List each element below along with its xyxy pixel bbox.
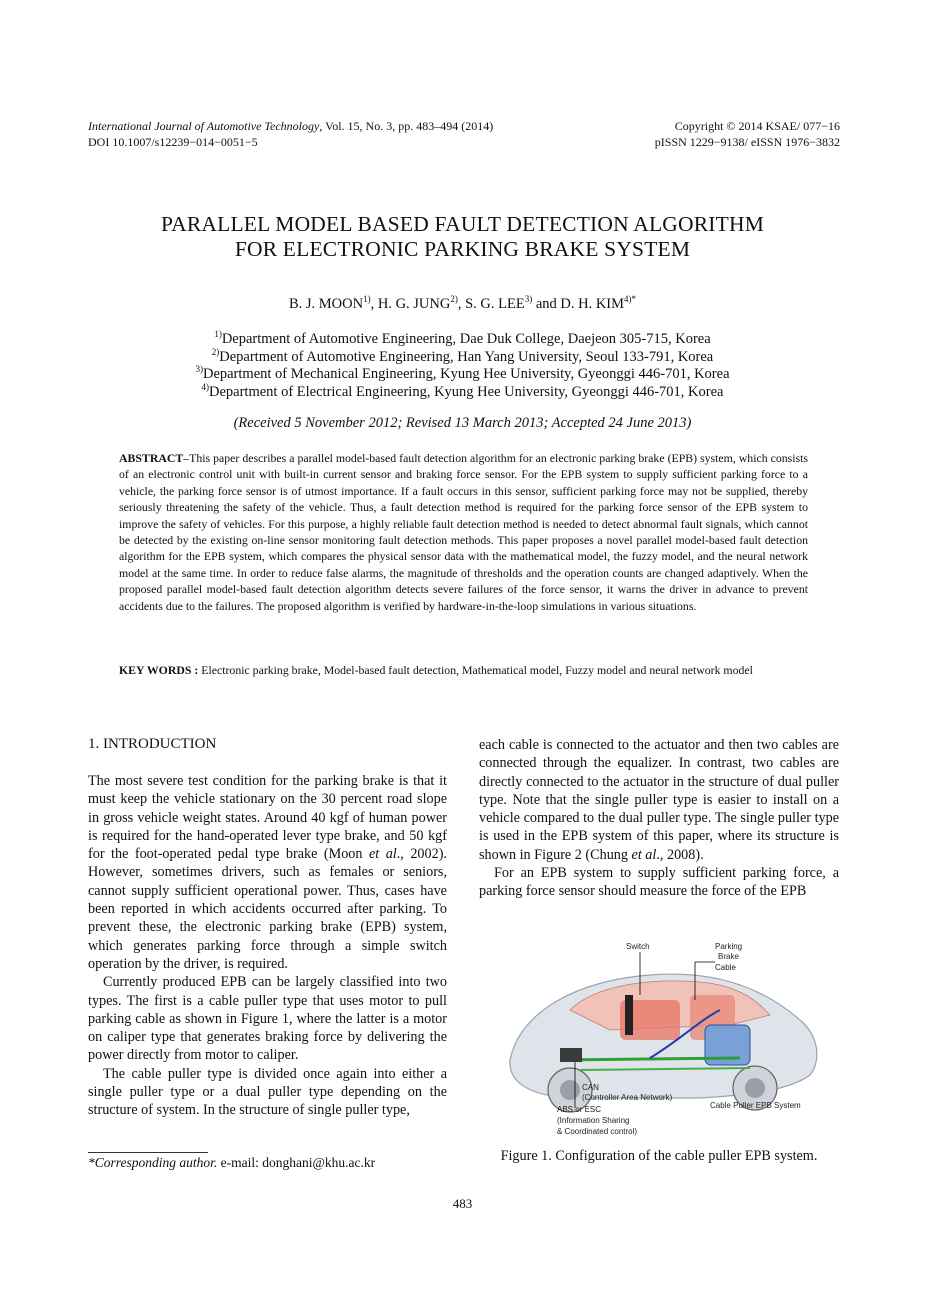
- paragraph: [88, 772, 447, 973]
- label-info: (Information Sharing: [557, 1116, 630, 1125]
- author-name: S. G. LEE: [465, 296, 525, 312]
- paragraph: The cable puller type is divided once again into either a single puller type or a dual puller type depending on the structure of system. In the structure of single puller type,: [88, 1065, 447, 1119]
- citation-etal: et al: [631, 846, 657, 863]
- received-dates: (Received 5 November 2012; Revised 13 March 2013; Accepted 24 June 2013): [233, 415, 692, 431]
- abstract-label: ABSTRACT: [119, 451, 184, 465]
- paragraph-text: ., 2008).: [656, 846, 704, 863]
- volume-info: , Vol. 15, No. 3, pp. 483–494 (2014): [319, 119, 494, 133]
- affiliation: [0, 366, 925, 384]
- copyright-header: [655, 118, 840, 150]
- affiliation-mark: 4): [201, 381, 210, 392]
- keywords-label: KEY WORDS :: [119, 663, 199, 677]
- author-list: [0, 296, 925, 313]
- label-cable: Cable: [715, 963, 736, 972]
- affiliation: [0, 331, 925, 349]
- author-separator: and: [532, 296, 561, 312]
- paragraph: For an EPB system to supply sufficient parking force, a parking force sensor should measure the force of the EPB: [479, 865, 839, 900]
- author-mark: 2): [450, 294, 458, 305]
- paragraph-text: The most severe test condition for the parking brake is that it must keep the vehicle stationary on the 30 percent road slope in gross vehicle weight states. Around 40 kgf of human power is required for the hand-operated lever type brake, and 50 kgf for the foot-operated pedal type brake (Moon: [88, 773, 447, 863]
- author-name: B. J. MOON: [288, 296, 364, 312]
- abstract: [119, 450, 808, 614]
- label-can: CAN: [582, 1083, 599, 1092]
- doi: DOI 10.1007/s12239−014−0051−5: [88, 135, 258, 149]
- left-column: [88, 772, 447, 1120]
- paragraph: [479, 736, 839, 864]
- label-switch: Switch: [626, 942, 650, 951]
- author-mark: 1): [363, 294, 371, 305]
- affiliation-text: Department of Mechanical Engineering, Kyung Hee University, Gyeonggi 446-701, Korea: [202, 366, 730, 382]
- car-illustration: [510, 974, 817, 1112]
- journal-name: International Journal of Automotive Technology: [88, 119, 320, 133]
- paper-title: [0, 212, 925, 262]
- affiliations: [0, 331, 925, 401]
- footnote-rule: [88, 1152, 208, 1153]
- label-system: Cable Puller EPB System: [710, 1101, 801, 1110]
- author-separator: ,: [457, 296, 466, 312]
- footnote-text: e-mail: donghani@khu.ac.kr: [217, 1155, 376, 1170]
- page-number: 483: [452, 1196, 473, 1211]
- affiliation-mark: 1): [214, 329, 222, 340]
- keywords: [119, 662, 808, 678]
- author-name: H. G. JUNG: [377, 296, 451, 312]
- section-heading: 1. INTRODUCTION: [88, 736, 217, 752]
- author-separator: ,: [370, 296, 378, 312]
- title-line-2: FOR ELECTRONIC PARKING BRAKE SYSTEM: [234, 237, 691, 261]
- keywords-text: Electronic parking brake, Model-based fault detection, Mathematical model, Fuzzy model and neural network model: [198, 663, 753, 677]
- author-name: D. H. KIM: [560, 296, 625, 312]
- citation-etal: et al: [368, 846, 397, 863]
- label-coord: & Coordinated control): [557, 1127, 638, 1136]
- paragraph: Currently produced EPB can be largely classified into two types. The first is a cable puller type that uses motor to pull parking cable as shown in Figure 1, where the latter is a motor on caliper type that generates braking force by delivering the power directly from motor to caliper.: [88, 974, 447, 1064]
- copyright: Copyright © 2014 KSAE/ 077−16: [674, 119, 840, 133]
- affiliation: [0, 381, 925, 402]
- journal-header: [88, 118, 493, 150]
- title-line-1: PARALLEL MODEL BASED FAULT DETECTION ALGORITHM: [160, 212, 765, 236]
- affiliation-mark: 2): [211, 346, 220, 357]
- paragraph-text: each cable is connected to the actuator and then two cables are connected through the equalizer. In contrast, two cables are directly connected to the actuator in the structure of dual puller type. Note that the single puller type is easier to install on a vehicle compared to the dual puller type. The single puller type is used in the EPB system of this paper, where its structure is shown in Figure 2 (Chung: [479, 737, 839, 863]
- affiliation-text: Department of Automotive Engineering, Dae Duk College, Daejeon 305-715, Korea: [221, 331, 711, 347]
- affiliation-mark: 3): [195, 364, 203, 375]
- paragraph-text: ., 2002). However, sometimes drivers, such as females or seniors, cannot supply sufficient operational power. Thus, cases have been reported in which accidents occurred after parking. To prevent these, the electronic parking brake (EPB) system, which generates parking force through a simple switch operation by the driver, is required.: [88, 846, 447, 972]
- affiliation-text: Department of Automotive Engineering, Han Yang University, Seoul 133-791, Korea: [219, 348, 714, 365]
- affiliation: [0, 346, 925, 367]
- author-mark: 3): [524, 294, 533, 305]
- figure-caption: Figure 1. Configuration of the cable puller EPB system.: [500, 1148, 818, 1164]
- issn: pISSN 1229−9138/ eISSN 1976−3832: [654, 135, 840, 149]
- author-mark: 4)*: [624, 294, 637, 305]
- footnote-label: *Corresponding author.: [88, 1155, 218, 1170]
- right-column: [479, 736, 839, 901]
- label-parking: Parking: [715, 942, 743, 951]
- label-abs: ABS or ESC: [557, 1105, 602, 1114]
- affiliation-text: Department of Electrical Engineering, Kyung Hee University, Gyeonggi 446-701, Korea: [209, 383, 724, 400]
- label-brake: Brake: [718, 952, 739, 961]
- label-can-full: (Controller Area Network): [582, 1093, 673, 1102]
- figure-epb-configuration: [500, 940, 830, 1140]
- abstract-text: –This paper describes a parallel model-based fault detection algorithm for an electronic parking brake (EPB) system, which consists of an electronic control unit with built-in current sensor and braking force sensor. For the EPB system to supply sufficient parking force to a vehicle, the parking force sensor is of utmost importance. If a fault occurs in this sensor, sufficient parking force may not be supplied, thereby seriously threatening the safety of the vehicle. Thus, a fault detection method is required for the parking force sensor of the EPB system to improve the safety of vehicles. For this purpose, a highly reliable fault detection method is needed to detect abnormal fault signals, which cannot be detected by the existing on-line sensor monitoring fault detection methods. This paper proposes a novel parallel model-based fault detection algorithm for the EPB system, which compares the physical sensor data with the mathematical model, the fuzzy model, and the neural network model at the same time. In order to reduce false alarms, the magnitude of thresholds and the operation counts are changed adaptively. When the proposed parallel model-based fault detection algorithm detects severe failures of the force sensor, it warns the driver in advance to prevent accidents due to the failures. The proposed algorithm is verified by hardware-in-the-loop simulations in various situations.: [119, 451, 808, 613]
- footnote: [88, 1155, 375, 1171]
